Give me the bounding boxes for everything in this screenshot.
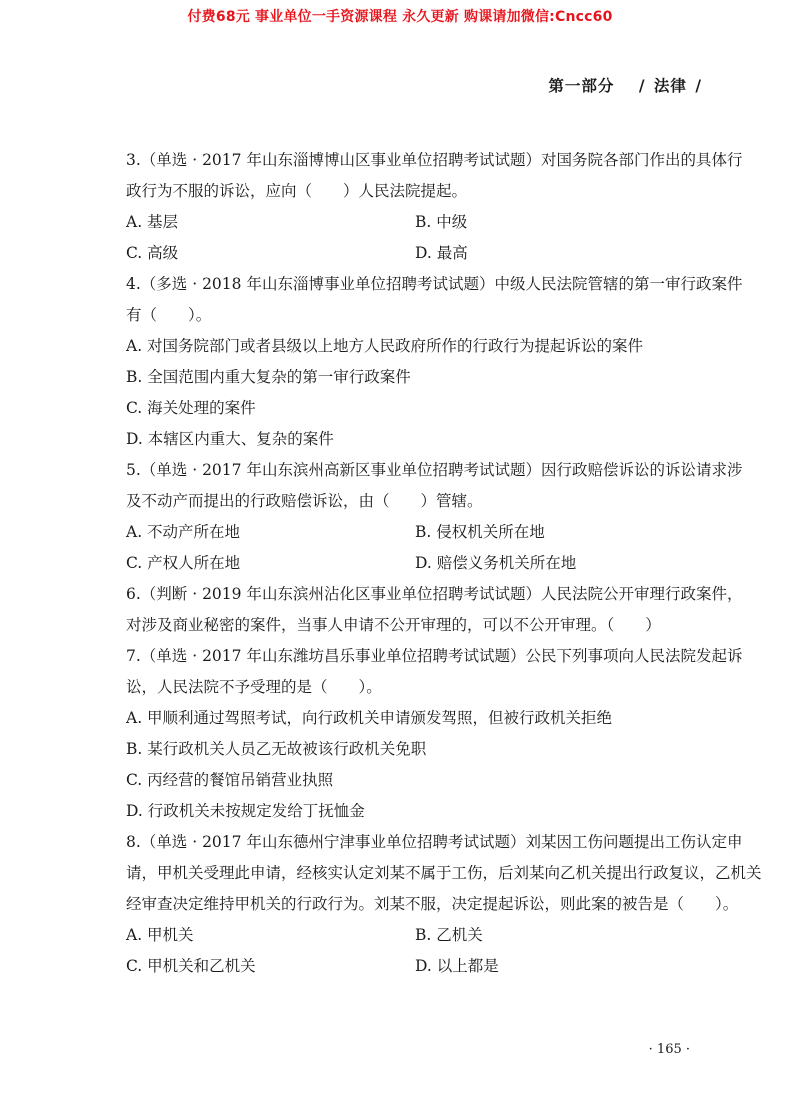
question-stem-line: 请，甲机关受理此申请，经核实认定刘某不属于工伤，后刘某向乙机关提出行政复议，乙机关 (126, 864, 762, 882)
answer-option: B. 全国范围内重大复杂的第一审行政案件 (126, 368, 411, 386)
option-row (126, 734, 704, 765)
answer-option: C. 甲机关和乙机关 (126, 957, 256, 975)
option-row (126, 765, 704, 796)
question-stem-line: 7.（单选 · 2017 年山东潍坊昌乐事业单位招聘考试试题）公民下列事项向人民法院发起诉 (126, 647, 743, 665)
option-row (126, 362, 704, 393)
answer-option: D. 最高 (415, 244, 468, 262)
answer-option: C. 丙经营的餐馆吊销营业执照 (126, 771, 334, 789)
answer-option: C. 高级 (126, 244, 179, 262)
answer-option: A. 甲顺利通过驾照考试，向行政机关申请颁发驾照，但被行政机关拒绝 (126, 709, 613, 727)
question-stem-line: 5.（单选 · 2017 年山东滨州高新区事业单位招聘考试试题）因行政赔偿诉讼的诉讼请求涉 (126, 461, 743, 479)
question-stem-line: 3.（单选 · 2017 年山东淄博博山区事业单位招聘考试试题）对国务院各部门作出的具体行 (126, 151, 743, 169)
question-item (126, 455, 743, 579)
option-row (126, 920, 704, 951)
answer-option: A. 基层 (126, 213, 179, 231)
question-stem-line: 经审查决定维持甲机关的行政行为。刘某不服，决定提起诉讼，则此案的被告是（ ）。 (126, 895, 739, 913)
answer-option: C. 产权人所在地 (126, 554, 241, 572)
option-row (126, 951, 704, 982)
option-row (126, 548, 704, 579)
header-separator: / (638, 76, 646, 95)
option-row (126, 393, 704, 424)
answer-option: A. 不动产所在地 (126, 523, 241, 541)
question-item (126, 145, 743, 269)
answer-option: B. 某行政机关人员乙无故被该行政机关免职 (126, 740, 427, 758)
question-stem-line: 政行为不服的诉讼，应向（ ）人民法院提起。 (126, 182, 468, 200)
answer-option: D. 行政机关未按规定发给丁抚恤金 (126, 802, 365, 820)
header-separator: / (695, 76, 702, 95)
option-row (126, 238, 704, 269)
question-list (126, 145, 762, 982)
question-item (126, 579, 743, 641)
section-header (548, 74, 704, 96)
question-item (126, 269, 743, 455)
option-row (126, 424, 704, 455)
option-row (126, 703, 704, 734)
page-number: · 165 · (648, 1042, 690, 1057)
question-stem-line: 有（ ）。 (126, 306, 212, 324)
promo-banner: 付费68元 事业单位一手资源课程 永久更新 购课请加微信:Cncc60 (187, 9, 613, 25)
subject-label: 法律 (653, 76, 687, 95)
question-item (126, 641, 743, 827)
question-item (126, 827, 762, 982)
part-label: 第一部分 (548, 76, 615, 95)
answer-option: A. 对国务院部门或者县级以上地方人民政府所作的行政行为提起诉讼的案件 (126, 337, 644, 355)
question-stem-line: 讼，人民法院不予受理的是（ ）。 (126, 678, 382, 696)
answer-option: D. 以上都是 (415, 957, 499, 975)
option-row (126, 331, 704, 362)
answer-option: B. 中级 (415, 213, 468, 231)
answer-option: B. 侵权机关所在地 (415, 523, 545, 541)
question-stem-line: 对涉及商业秘密的案件，当事人申请不公开审理的，可以不公开审理。（ ） (126, 616, 661, 634)
answer-option: D. 赔偿义务机关所在地 (415, 554, 577, 572)
answer-option: B. 乙机关 (415, 926, 483, 944)
question-stem-line: 及不动产而提出的行政赔偿诉讼，由（ ）管辖。 (126, 492, 483, 510)
option-row (126, 517, 704, 548)
answer-option: A. 甲机关 (126, 926, 194, 944)
option-row (126, 796, 704, 827)
question-stem-line: 4.（多选 · 2018 年山东淄博事业单位招聘考试试题）中级人民法院管辖的第一审行政案件 (126, 275, 743, 293)
answer-option: C. 海关处理的案件 (126, 399, 256, 417)
option-row (126, 207, 704, 238)
question-stem-line: 6.（判断 · 2019 年山东滨州沾化区事业单位招聘考试试题）人民法院公开审理行政案件， (126, 585, 743, 603)
question-stem-line: 8.（单选 · 2017 年山东德州宁津事业单位招聘考试试题）刘某因工伤问题提出工伤认定申 (126, 833, 743, 851)
answer-option: D. 本辖区内重大、复杂的案件 (126, 430, 334, 448)
